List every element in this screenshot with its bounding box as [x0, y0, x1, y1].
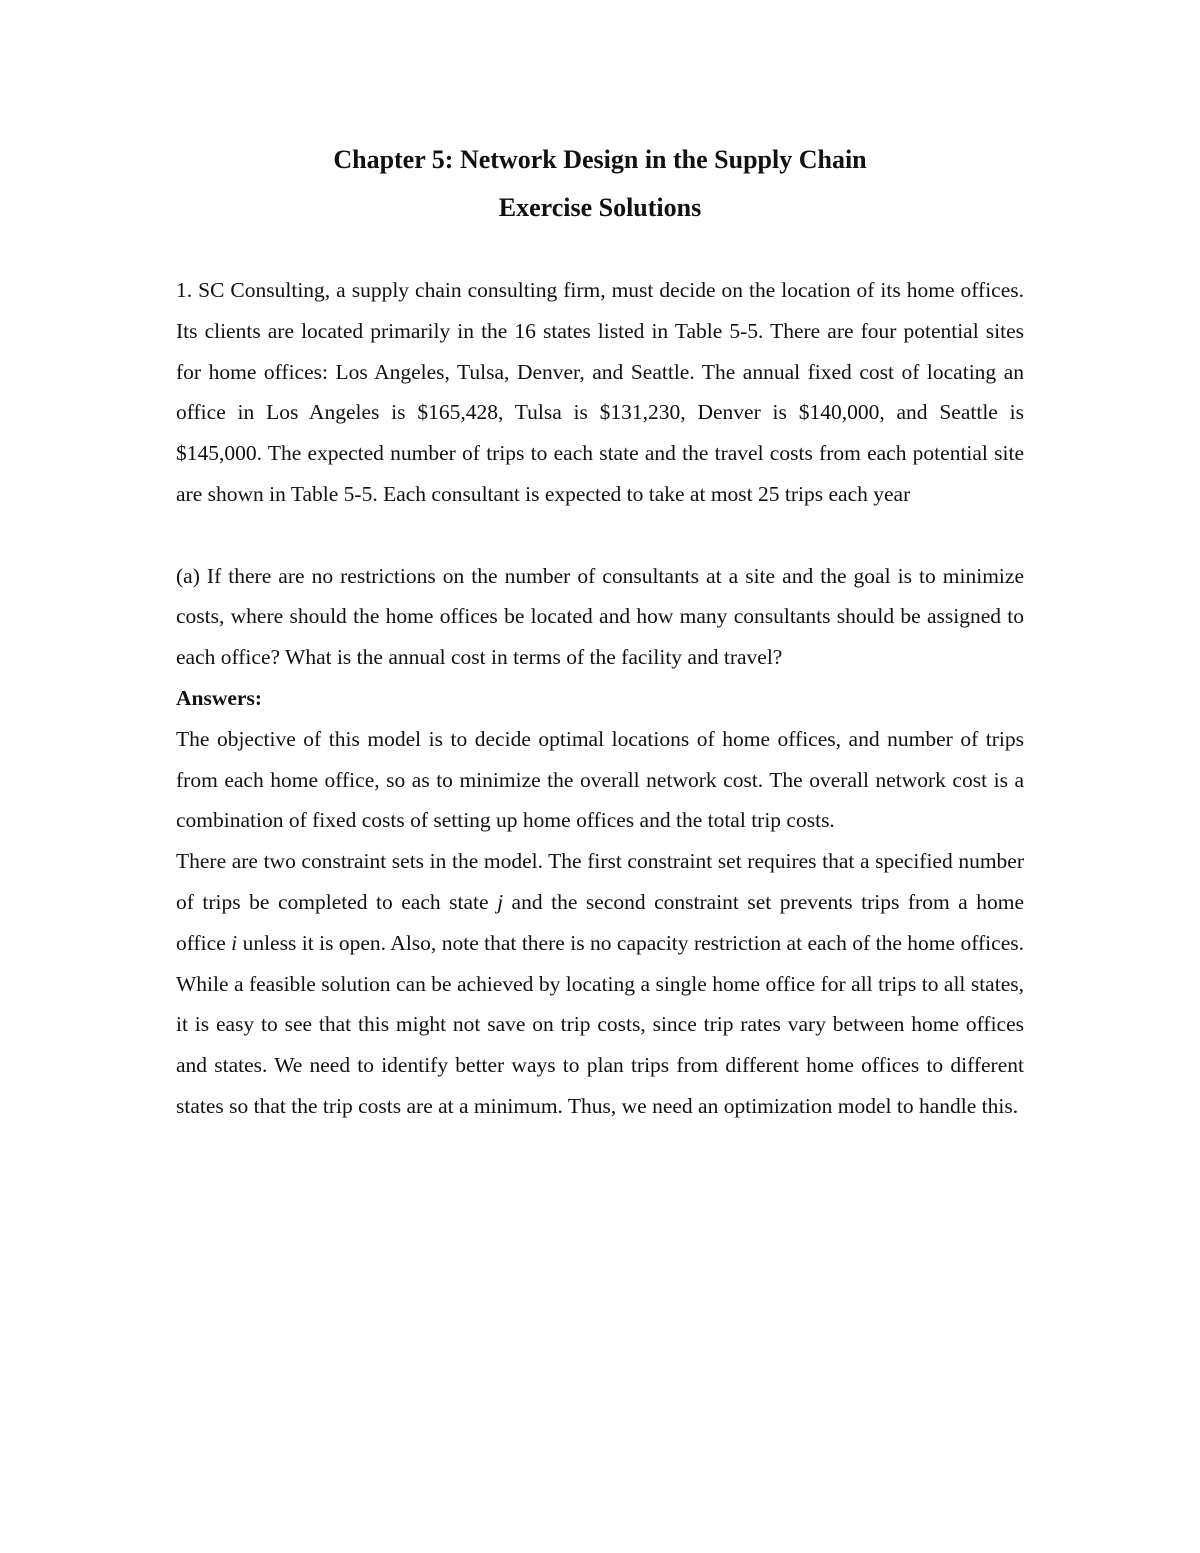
- answer-p2-text-1: There are two constraint sets in the model. The first constraint set requires that a specified number of trips be completed to each state: [176, 849, 1024, 914]
- answer-p2-text-2: and the second constraint set prevents trips from a home office: [176, 889, 1024, 955]
- document-subtitle: Exercise Solutions: [498, 193, 702, 222]
- chapter-title: Chapter 5: Network Design in the Supply Chain: [333, 145, 867, 174]
- answer-paragraph-2: [176, 841, 1024, 1127]
- document-body: [176, 270, 1024, 1127]
- variable-j: j: [497, 889, 504, 914]
- question-1a: (a) If there are no restrictions on the number of consultants at a site and the goal is to minimize costs, where should the home offices be located and how many consultants should be assigned to each office? What is the annual cost in terms of the facility and travel?: [176, 563, 1024, 670]
- question-1: 1. SC Consulting, a supply chain consulting firm, must decide on the location of its home offices. Its clients are located primarily in the 16 states listed in Table 5-5. There are four potential sites for home offices: Los Angeles, Tulsa, Denver, and Seattle. The annual fixed cost of locating an office in Los Angeles is $165,428, Tulsa is $131,230, Denver is $140,000, and Seattle is $145,000. The expected number of trips to each state and the travel costs from each potential site are shown in Table 5-5. Each consultant is expected to take at most 25 trips each year: [176, 278, 1024, 506]
- paragraph-gap: [176, 515, 1024, 556]
- title-block: [0, 136, 1200, 232]
- variable-i: i: [231, 930, 238, 955]
- answer-paragraph-1: The objective of this model is to decide optimal locations of home offices, and number of trips from each home office, so as to minimize the overall network cost. The overall network cost is a combination of fixed costs of setting up home offices and the total trip costs.: [176, 726, 1024, 833]
- answers-heading: Answers:: [176, 685, 262, 710]
- answer-p2-text-3: unless it is open. Also, note that there is no capacity restriction at each of the home offices. While a feasible solution can be achieved by locating a single home office for all trips to all states, it is easy to see that this might not save on trip costs, since trip rates vary between home offices and states. We need to identify better ways to plan trips from different home offices to different states so that the trip costs are at a minimum. Thus, we need an optimization model to handle this.: [176, 930, 1024, 1118]
